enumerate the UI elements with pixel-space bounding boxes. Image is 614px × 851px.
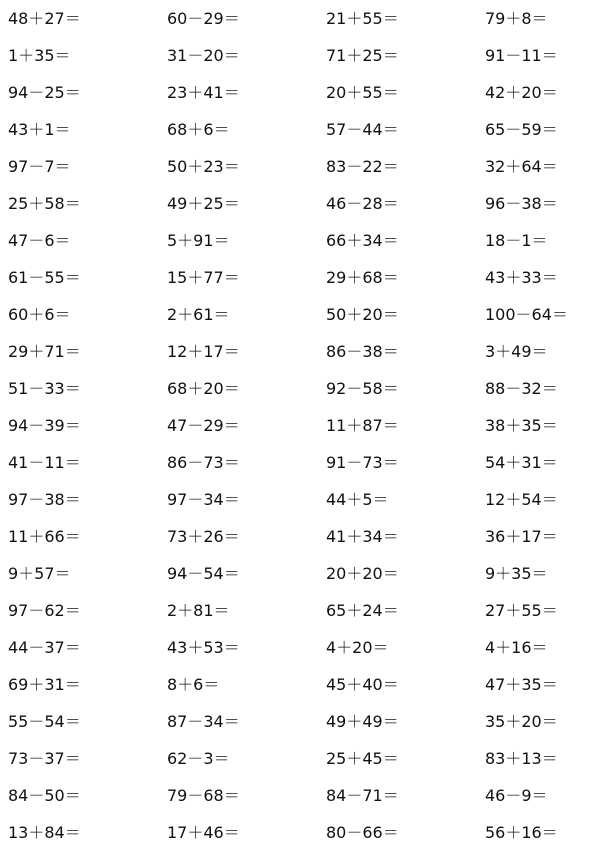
arithmetic-problem: 71＋25＝ <box>326 46 399 65</box>
arithmetic-problem: 55－54＝ <box>8 712 81 731</box>
arithmetic-problem: 45＋40＝ <box>326 675 399 694</box>
arithmetic-problem: 65＋24＝ <box>326 601 399 620</box>
arithmetic-problem: 86－73＝ <box>167 453 240 472</box>
arithmetic-problem: 83＋13＝ <box>485 749 558 768</box>
arithmetic-problem: 97－62＝ <box>8 601 81 620</box>
arithmetic-problem: 47－29＝ <box>167 416 240 435</box>
arithmetic-problem: 73＋26＝ <box>167 527 240 546</box>
arithmetic-problem: 12＋54＝ <box>485 490 558 509</box>
arithmetic-problem: 43＋1＝ <box>8 120 71 139</box>
arithmetic-problem: 50＋23＝ <box>167 157 240 176</box>
arithmetic-problem: 4＋20＝ <box>326 638 389 657</box>
arithmetic-problem: 65－59＝ <box>485 120 558 139</box>
arithmetic-problem: 83－22＝ <box>326 157 399 176</box>
arithmetic-problem: 69＋31＝ <box>8 675 81 694</box>
arithmetic-problem: 48＋27＝ <box>8 9 81 28</box>
arithmetic-problem: 68＋6＝ <box>167 120 230 139</box>
arithmetic-problem: 27＋55＝ <box>485 601 558 620</box>
arithmetic-problem: 47＋35＝ <box>485 675 558 694</box>
arithmetic-problem: 13＋84＝ <box>8 823 81 842</box>
arithmetic-problem: 79＋8＝ <box>485 9 548 28</box>
arithmetic-problem: 44－37＝ <box>8 638 81 657</box>
arithmetic-problem: 100－64＝ <box>485 305 568 324</box>
arithmetic-problem: 66＋34＝ <box>326 231 399 250</box>
arithmetic-problem: 50＋20＝ <box>326 305 399 324</box>
arithmetic-problem: 20＋20＝ <box>326 564 399 583</box>
arithmetic-problem: 32＋64＝ <box>485 157 558 176</box>
arithmetic-problem: 61－55＝ <box>8 268 81 287</box>
arithmetic-problem: 96－38＝ <box>485 194 558 213</box>
arithmetic-problem: 41＋34＝ <box>326 527 399 546</box>
arithmetic-problem: 3＋49＝ <box>485 342 548 361</box>
arithmetic-problem: 80－66＝ <box>326 823 399 842</box>
arithmetic-problem: 87－34＝ <box>167 712 240 731</box>
arithmetic-problem: 42＋20＝ <box>485 83 558 102</box>
arithmetic-problem: 91－73＝ <box>326 453 399 472</box>
arithmetic-problem: 94－25＝ <box>8 83 81 102</box>
arithmetic-problem: 2＋61＝ <box>167 305 230 324</box>
arithmetic-problem: 29＋68＝ <box>326 268 399 287</box>
arithmetic-problem: 49＋49＝ <box>326 712 399 731</box>
arithmetic-problem: 94－54＝ <box>167 564 240 583</box>
arithmetic-problem: 97－7＝ <box>8 157 71 176</box>
arithmetic-problem: 38＋35＝ <box>485 416 558 435</box>
arithmetic-problem: 68＋20＝ <box>167 379 240 398</box>
arithmetic-problem: 9＋57＝ <box>8 564 71 583</box>
arithmetic-problem: 21＋55＝ <box>326 9 399 28</box>
arithmetic-problem: 18－1＝ <box>485 231 548 250</box>
arithmetic-problem: 47－6＝ <box>8 231 71 250</box>
arithmetic-problem: 9＋35＝ <box>485 564 548 583</box>
arithmetic-problem: 44＋5＝ <box>326 490 389 509</box>
arithmetic-problem: 54＋31＝ <box>485 453 558 472</box>
arithmetic-problem: 20＋55＝ <box>326 83 399 102</box>
arithmetic-problem: 8＋6＝ <box>167 675 220 694</box>
arithmetic-problem: 92－58＝ <box>326 379 399 398</box>
arithmetic-problem: 5＋91＝ <box>167 231 230 250</box>
arithmetic-problem: 43＋53＝ <box>167 638 240 657</box>
arithmetic-problem: 84－71＝ <box>326 786 399 805</box>
arithmetic-problem: 56＋16＝ <box>485 823 558 842</box>
arithmetic-problem: 46－28＝ <box>326 194 399 213</box>
arithmetic-problem: 79－68＝ <box>167 786 240 805</box>
arithmetic-problem: 36＋17＝ <box>485 527 558 546</box>
arithmetic-problem: 11＋87＝ <box>326 416 399 435</box>
arithmetic-problem: 49＋25＝ <box>167 194 240 213</box>
arithmetic-problem: 43＋33＝ <box>485 268 558 287</box>
arithmetic-problem: 86－38＝ <box>326 342 399 361</box>
arithmetic-problem: 4＋16＝ <box>485 638 548 657</box>
arithmetic-problem: 57－44＝ <box>326 120 399 139</box>
arithmetic-problem: 60－29＝ <box>167 9 240 28</box>
arithmetic-problem: 46－9＝ <box>485 786 548 805</box>
arithmetic-problem: 60＋6＝ <box>8 305 71 324</box>
arithmetic-problem: 35＋20＝ <box>485 712 558 731</box>
arithmetic-problem: 94－39＝ <box>8 416 81 435</box>
arithmetic-problem: 29＋71＝ <box>8 342 81 361</box>
arithmetic-problem: 84－50＝ <box>8 786 81 805</box>
arithmetic-problem: 17＋46＝ <box>167 823 240 842</box>
arithmetic-problem: 25＋45＝ <box>326 749 399 768</box>
arithmetic-problem: 1＋35＝ <box>8 46 71 65</box>
arithmetic-problem: 12＋17＝ <box>167 342 240 361</box>
arithmetic-problem: 97－34＝ <box>167 490 240 509</box>
arithmetic-problem: 23＋41＝ <box>167 83 240 102</box>
arithmetic-problem: 2＋81＝ <box>167 601 230 620</box>
arithmetic-problem: 41－11＝ <box>8 453 81 472</box>
arithmetic-problem: 97－38＝ <box>8 490 81 509</box>
arithmetic-problem: 62－3＝ <box>167 749 230 768</box>
arithmetic-problem: 51－33＝ <box>8 379 81 398</box>
arithmetic-problem: 88－32＝ <box>485 379 558 398</box>
arithmetic-problem: 15＋77＝ <box>167 268 240 287</box>
arithmetic-problem: 73－37＝ <box>8 749 81 768</box>
arithmetic-problem: 31－20＝ <box>167 46 240 65</box>
arithmetic-problem: 91－11＝ <box>485 46 558 65</box>
arithmetic-problem: 11＋66＝ <box>8 527 81 546</box>
problem-grid <box>8 0 614 851</box>
arithmetic-problem: 25＋58＝ <box>8 194 81 213</box>
